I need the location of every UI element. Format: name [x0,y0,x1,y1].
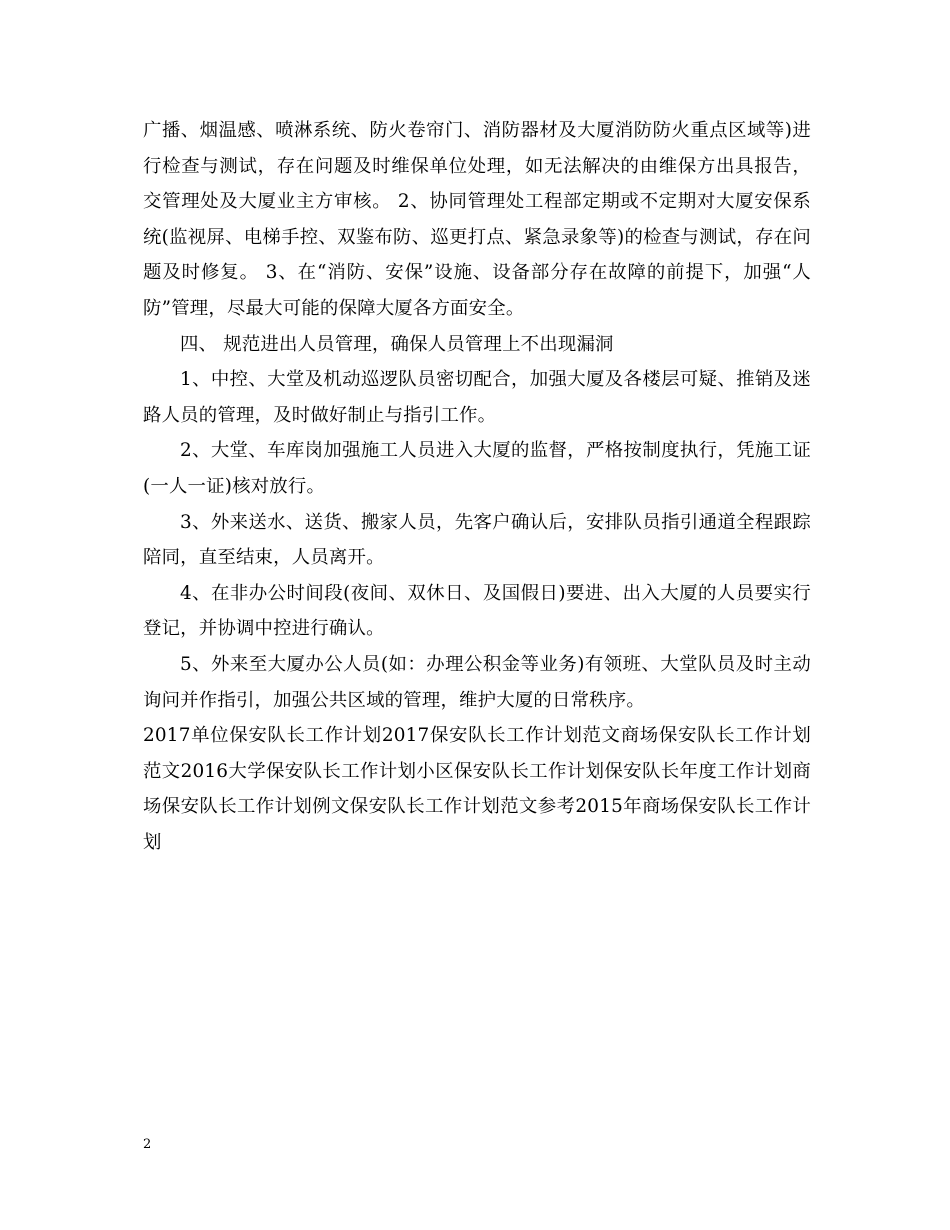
paragraph-item-3: 3、外来送水、送货、搬家人员，先客户确认后，安排队员指引通道全程跟踪陪同，直至结束，人员离开。 [143,511,811,569]
section-heading-personnel-management: 四、 规范进出人员管理，确保人员管理上不出现漏洞 [180,333,614,355]
paragraph-item-1: 1、中控、大堂及机动巡逻队员密切配合，加强大厦及各楼层可疑、推销及迷路人员的管理，及时做好制止与指引工作。 [143,369,811,426]
paragraph-item-4: 4、在非办公时间段(夜间、双休日、及国假日)要进、出入大厦的人员要实行登记，并协调中控进行确认。 [143,582,811,640]
paragraph-item-5: 5、外来至大厦办公人员(如：办理公积金等业务)有领班、大堂队员及时主动询问并作指引，加强公共区域的管理，维护大厦的日常秩序。 [143,653,811,711]
paragraph-fire-security-systems: 广播、烟温感、喷淋系统、防火卷帘门、消防器材及大厦消防防火重点区域等)进行检查与测试，存在问题及时维保单位处理，如无法解决的由维保方出具报告，交管理处及大厦业主方审核。 2、协同管理处工程部定期或不定期对大厦安保系统(监视屏、电梯手控、双鉴布防、巡更打点、紧急录象等)的检查与测试，存在问题及时修复。 3、在“消防、安保”设施、设备部分存在故障的前提下，加强“人防”管理，尽最大可能的保障大厦各方面安全。 [143,120,811,319]
page-number: 2 [143,1137,152,1152]
paragraph-item-2: 2、大堂、车库岗加强施工人员进入大厦的监督，严格按制度执行，凭施工证(一人一证)核对放行。 [143,440,811,497]
related-links-text: 2017单位保安队长工作计划2017保安队长工作计划范文商场保安队长工作计划范文2016大学保安队长工作计划小区保安队长工作计划保安队长年度工作计划商场保安队长工作计划例文保安队长工作计划范文参考2015年商场保安队长工作计划 [143,725,811,853]
document-body [143,113,811,860]
